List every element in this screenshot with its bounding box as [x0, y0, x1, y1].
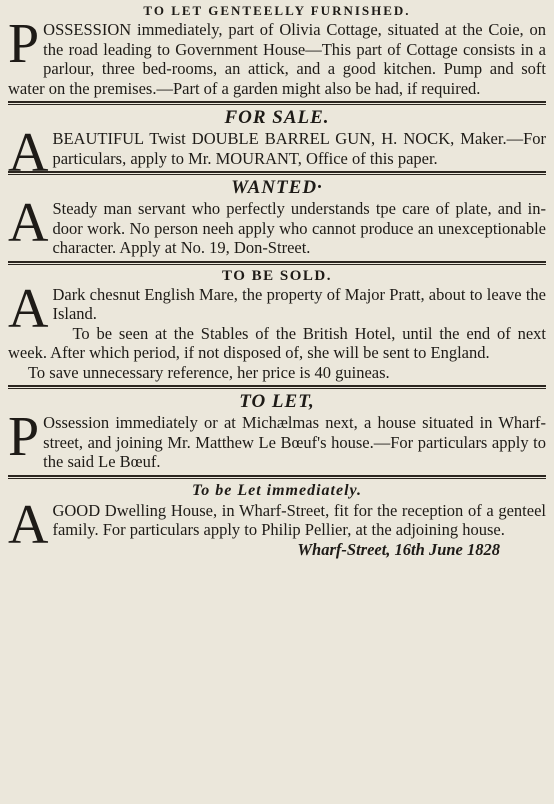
drop-cap: A	[8, 277, 49, 340]
drop-cap: A	[8, 122, 49, 184]
advert-text: Dark chesnut English Mare, the property of Major Pratt, about to leave the Island.	[52, 284, 546, 323]
advert-body	[8, 192, 546, 258]
drop-cap: A	[8, 192, 49, 254]
advert-text-extra: To save unnecessary reference, her price is 40 guineas.	[28, 362, 390, 382]
advert-body	[8, 406, 546, 472]
divider-rule	[8, 261, 546, 265]
advert-for-sale	[8, 107, 546, 184]
advert-body	[8, 493, 546, 560]
advert-text: OSSESSION immediately, part of Olivia Cottage, situated at the Coie, on the road leading to Government House—This part of Cottage consists in a parlour, three bed-rooms, an attick, and a good kitchen. Pump and soft water on the premises.—Part of a garden might also be had, if required.	[8, 20, 546, 98]
drop-cap: A	[8, 493, 49, 556]
advert-text: BEAUTIFUL Twist DOUBLE BARREL GUN, H. NOCK, Maker.—For particulars, apply to Mr. MOURANT, Office of this paper.	[52, 129, 546, 168]
advert-heading: TO LET GENTEELLY FURNISHED.	[143, 3, 411, 18]
divider-rule	[8, 171, 546, 175]
advert-to-be-sold	[8, 267, 546, 383]
advert-heading: TO LET,	[239, 391, 315, 412]
advert-body	[8, 122, 546, 184]
advert-to-be-let-immediately	[8, 481, 546, 560]
advert-heading: TO BE SOLD.	[221, 267, 332, 284]
advert-body	[8, 13, 546, 98]
drop-cap: P	[8, 13, 40, 75]
advert-body	[8, 277, 546, 383]
advert-text: Steady man servant who perfectly understands tpe care of plate, and in-door work. No person neeh apply who cannot produce an unexceptionable character. Apply at No. 19, Don-Street.	[52, 199, 546, 257]
advert-heading: WANTED·	[231, 177, 323, 198]
advert-to-let	[8, 391, 546, 472]
advert-to-let-furnished	[8, 2, 546, 98]
divider-rule	[8, 475, 546, 479]
divider-rule	[8, 385, 546, 389]
advert-dateline: Wharf-Street, 16th June 1828	[297, 539, 500, 559]
divider-rule	[8, 101, 546, 105]
advert-heading: FOR SALE.	[224, 107, 330, 128]
advert-wanted	[8, 177, 546, 258]
advert-heading: To be Let immediately.	[191, 481, 363, 499]
advert-text-extra: To be seen at the Stables of the British Hotel, until the end of next week. After which period, if not disposed of, she will be sent to England.	[8, 323, 546, 362]
advert-text: GOOD Dwelling House, in Wharf-Street, fit for the reception of a genteel family. For particulars apply to Philip Pellier, at the adjoining house.	[52, 500, 546, 539]
drop-cap: P	[8, 406, 40, 468]
advert-text: Ossession immediately or at Michælmas next, a house situated in Wharf-street, and joining Mr. Matthew Le Bœuf's house.—For particulars apply to the said Le Bœuf.	[43, 413, 546, 471]
